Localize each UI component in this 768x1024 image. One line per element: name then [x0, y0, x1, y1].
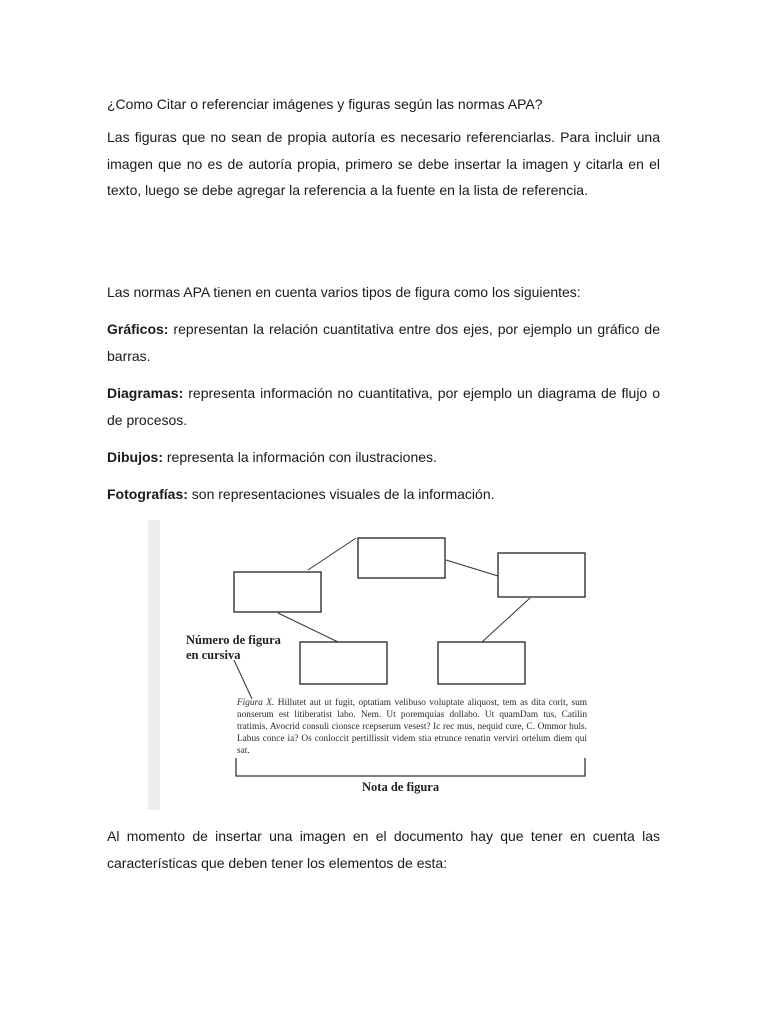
document-question: ¿Como Citar o referenciar imágenes y figuras según las normas APA?	[107, 96, 543, 112]
label-pointer-line	[234, 660, 252, 699]
figure-caption	[237, 697, 587, 757]
diagram-box	[438, 642, 525, 684]
type-term: Diagramas:	[107, 385, 184, 401]
type-item-dibujos	[107, 444, 660, 471]
type-description: representa la información con ilustraciones.	[163, 449, 437, 465]
diagram-svg	[148, 520, 608, 810]
figure-number-label-line: en cursiva	[186, 648, 241, 662]
note-bracket	[236, 758, 585, 776]
closing-paragraph: Al momento de insertar una imagen en el documento hay que tener en cuenta las características que deben tener los elementos de esta:	[107, 828, 660, 871]
figure-caption-text: Hillutet aut ut fugit, optatiam velibuso voluptate aliquost, tem as dita corit, sum nonserum est litiberatist labo. Nem. Ut poremquias dollabo. Ut quamDam tus, Catilin tratimis. Avocrid consuli cionsce rcepserum vesest? Ic rec mus, nequid cure, C. Ommor huls. Labus conce ia? Os conloccit pertillissit videm stia etrunce renatin verviri ortelum diem qui sat.	[237, 698, 588, 756]
type-description: son representaciones visuales de la información.	[187, 486, 495, 502]
diagram-box	[358, 538, 445, 578]
type-description: representan la relación cuantitativa entre dos ejes, por ejemplo un gráfico de barras.	[107, 321, 660, 364]
connector-line	[446, 560, 498, 576]
connector-line	[482, 598, 530, 642]
diagram-box	[498, 553, 585, 597]
type-item-diagramas	[107, 380, 660, 433]
figure-number-label	[186, 633, 326, 663]
diagram-box	[234, 572, 321, 612]
figure-note-label: Nota de figura	[362, 780, 440, 794]
type-item-graficos	[107, 316, 660, 369]
intro-paragraph: Las figuras que no sean de propia autoría es necesario referenciarlas. Para incluir una imagen que no es de autoría propia, primero se debe insertar la imagen y citarla en el texto, luego se debe agregar la referencia a la fuente en la lista de referencia.	[107, 129, 660, 198]
figure-example-image	[148, 520, 608, 810]
type-description: representa información no cuantitativa, por ejemplo un diagrama de flujo o de procesos.	[107, 385, 660, 428]
figure-caption-number: Figura X.	[237, 698, 275, 708]
figure-number-label-line: Número de figura	[186, 633, 281, 647]
type-term: Dibujos:	[107, 449, 163, 465]
type-item-fotografias	[107, 481, 660, 508]
type-term: Fotografías:	[107, 486, 188, 502]
types-intro-paragraph: Las normas APA tienen en cuenta varios tipos de figura como los siguientes:	[107, 284, 581, 300]
connector-line	[308, 538, 356, 570]
type-term: Gráficos:	[107, 321, 169, 337]
